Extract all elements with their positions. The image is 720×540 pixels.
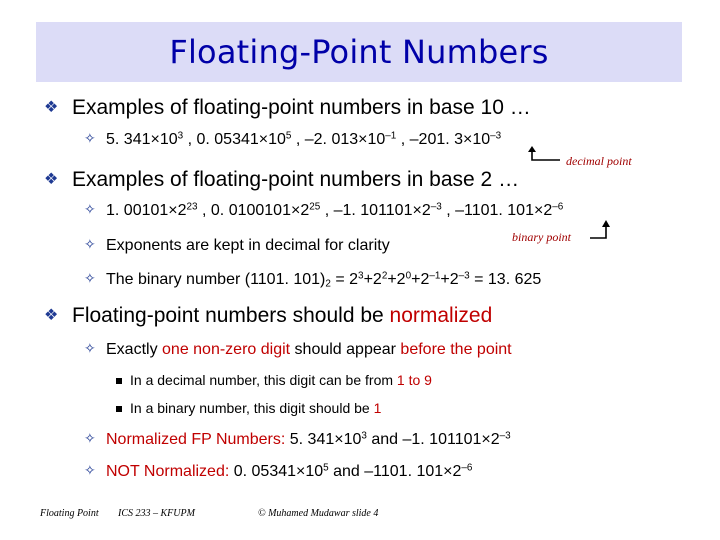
title-banner	[36, 22, 682, 82]
base2-examples: ✧ 1. $00101\times 2^{23}$ , 0. $0100101\times 2^{25}$ , –1. $101101\times 2^{-3}$ , –1101. $101\times 2^{-6}$	[84, 201, 564, 219]
square-bullet-icon	[116, 378, 130, 385]
four-point-star-icon: ✧	[84, 130, 96, 146]
decimal-point-note: decimal point	[566, 154, 632, 168]
diamond-bullet-icon: ❖	[44, 307, 59, 324]
bullet-normalized: ❖ Floating-point numbers should be normalized	[44, 304, 493, 327]
four-point-star-icon: ✧	[84, 340, 96, 356]
four-point-star-icon: ✧	[84, 236, 96, 252]
binary-number-example: ✧ The binary number (1101. $101)_2 = 2^3+2^2+2^0+2^{-1}+2^{-3} = 13$. 625	[84, 270, 542, 290]
binary-digit-rule: In a binary number, this digit should be 1	[116, 400, 381, 416]
base10-examples: ✧ 5. $341\times 10^3$ , 0. $05341\times 10^5$ , –2. $013\times 10^{-1}$ , –201. $3\times 10^{-3}$	[84, 130, 502, 148]
footer-topic: Floating Point	[40, 508, 99, 519]
footer-course: ICS 233 – KFUPM	[118, 508, 195, 519]
four-point-star-icon: ✧	[84, 270, 96, 286]
decimal-point-arrow-icon	[520, 146, 570, 166]
binary-point-note: binary point	[512, 230, 571, 244]
slide-title: Floating-Point Numbers	[169, 33, 549, 71]
exponents-note: ✧ Exponents are kept in decimal for clarity	[84, 236, 390, 254]
not-normalized-examples: ✧ NOT Normalized: 0. $05341\times 10^5$ and –1101. $101\times 2^{-6}$	[84, 462, 473, 480]
normalized-rule: ✧ Exactly one non-zero digit should appear before the point	[84, 340, 512, 358]
bullet-base10: ❖ Examples of floating-point numbers in base 10 …	[44, 96, 531, 119]
decimal-digit-rule: In a decimal number, this digit can be from 1 to 9	[116, 372, 432, 388]
four-point-star-icon: ✧	[84, 430, 96, 446]
four-point-star-icon: ✧	[84, 201, 96, 217]
four-point-star-icon: ✧	[84, 462, 96, 478]
footer-credit: © Muhamed Mudawar slide 4	[258, 508, 379, 519]
diamond-bullet-icon: ❖	[44, 171, 59, 188]
binary-point-arrow-icon	[588, 218, 618, 244]
bullet-base2: ❖ Examples of floating-point numbers in base 2 …	[44, 168, 520, 191]
square-bullet-icon	[116, 406, 130, 413]
normalized-examples: ✧ Normalized FP Numbers: 5. $341\times 10^3$ and –1. $101101\times 2^{-3}$	[84, 430, 511, 448]
diamond-bullet-icon: ❖	[44, 99, 59, 116]
